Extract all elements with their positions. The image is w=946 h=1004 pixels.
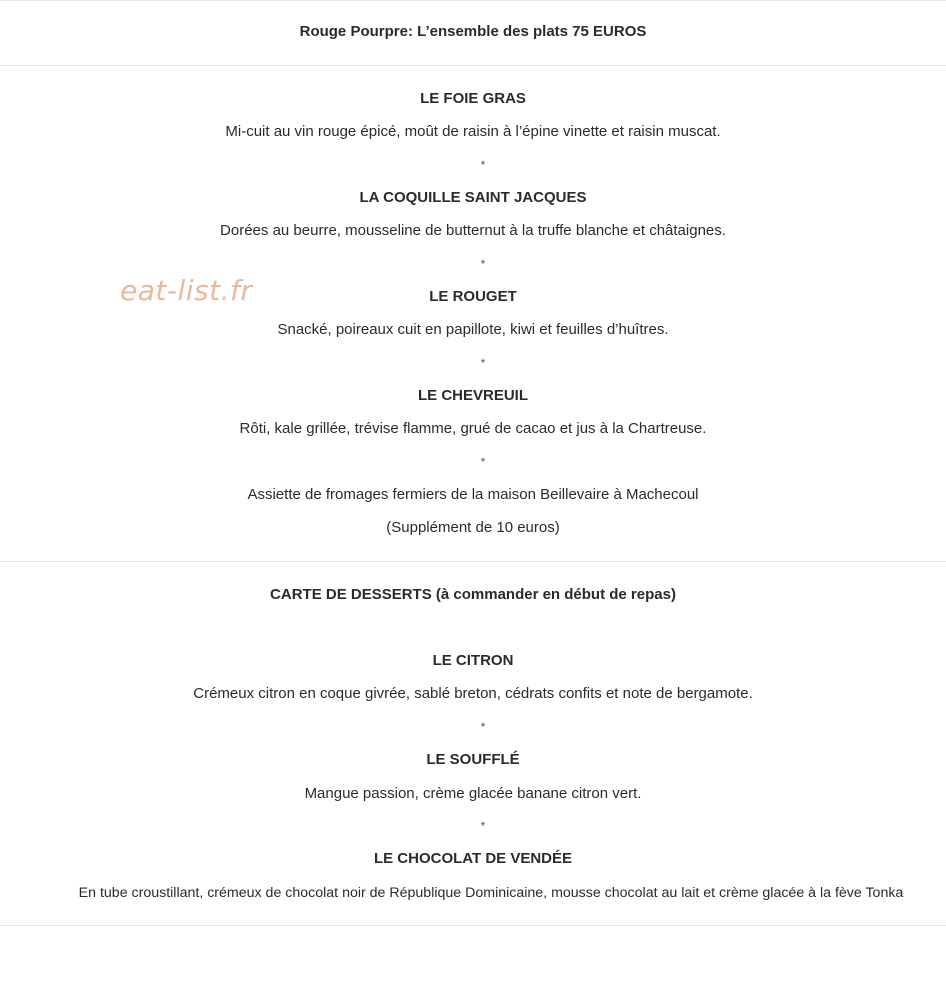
- separator-star: *: [480, 257, 486, 271]
- separator-star: *: [480, 158, 486, 172]
- section-divider: [0, 65, 946, 66]
- cheese-supplement: (Supplément de 10 euros): [386, 519, 560, 536]
- dessert-name: LE CITRON: [432, 652, 514, 669]
- dessert-description: Crémeux citron en coque givrée, sablé breton, cédrats confits et note de bergamote.: [193, 685, 753, 702]
- dessert-description: En tube croustillant, crémeux de chocolat noir de République Dominicaine, mousse chocolat au lait et crème glacée à la fève Tonka: [78, 885, 904, 901]
- separator-star: *: [480, 819, 486, 833]
- separator-star: *: [480, 455, 486, 469]
- bottom-divider: [0, 925, 946, 926]
- course-name: LE CHEVREUIL: [417, 387, 528, 404]
- cheese-description: Assiette de fromages fermiers de la maison Beillevaire à Machecoul: [247, 486, 699, 503]
- dessert-description: Mangue passion, crème glacée banane citron vert.: [304, 785, 642, 802]
- section-divider: [0, 561, 946, 562]
- course-description: Dorées au beurre, mousseline de butternut à la truffe blanche et châtaignes.: [220, 222, 726, 239]
- dessert-name: LE CHOCOLAT DE VENDÉE: [373, 850, 573, 867]
- course-description: Mi-cuit au vin rouge épicé, moût de raisin à l’épine vinette et raisin muscat.: [225, 123, 721, 140]
- course-name: LE ROUGET: [429, 288, 517, 305]
- separator-star: *: [480, 720, 486, 734]
- menu-title: Rouge Pourpre: L’ensemble des plats 75 EUROS: [299, 23, 647, 40]
- separator-star: *: [480, 356, 486, 370]
- course-description: Rôti, kale grillée, trévise flamme, grué de cacao et jus à la Chartreuse.: [239, 420, 707, 437]
- course-name: LA COQUILLE SAINT JACQUES: [359, 189, 587, 206]
- course-name: LE FOIE GRAS: [420, 90, 526, 107]
- desserts-title: CARTE DE DESSERTS (à commander en début de repas): [270, 586, 676, 603]
- watermark-text: eat-list.fr: [120, 274, 253, 307]
- top-divider: [0, 0, 946, 1]
- course-description: Snacké, poireaux cuit en papillote, kiwi et feuilles d’huîtres.: [277, 321, 669, 338]
- dessert-name: LE SOUFFLÉ: [426, 751, 520, 768]
